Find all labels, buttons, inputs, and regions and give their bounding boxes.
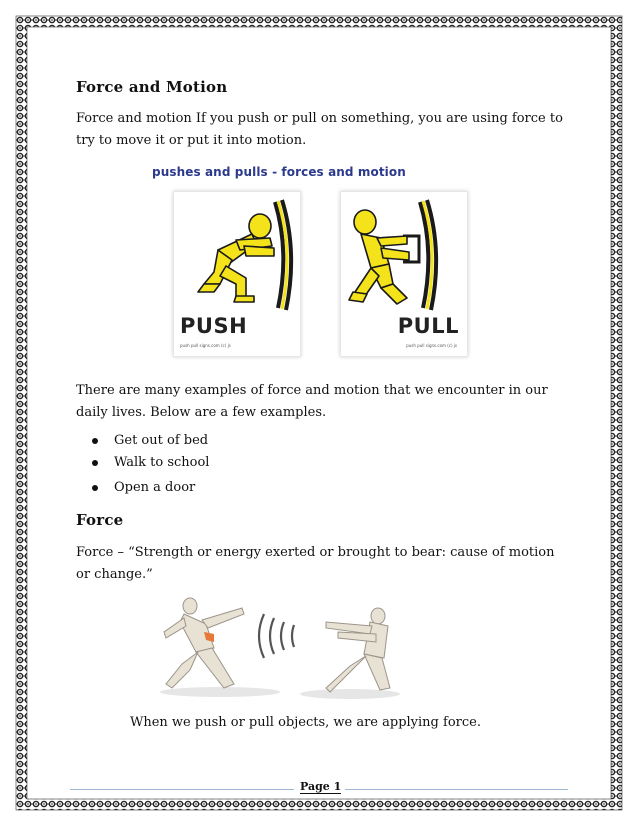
list-item	[90, 430, 209, 452]
list-item-text: Get out of bed	[114, 433, 209, 448]
push-label: PUSH	[180, 314, 248, 338]
push-figure-icon	[174, 192, 300, 312]
force-definition-paragraph: Force – “Strength or energy exerted or brought to bear: cause of motion or change.”	[76, 545, 555, 582]
bullet-icon	[92, 438, 98, 444]
pull-credit: push pull signs.com (c) js	[406, 343, 457, 348]
bullet-icon	[92, 460, 98, 466]
figure-title: pushes and pulls - forces and motion	[152, 165, 406, 179]
force-illustration	[150, 592, 410, 702]
page-number: Page 1	[300, 780, 342, 793]
intro-paragraph: Force and motion If you push or pull on something, you are using force to try to move it or put it into motion.	[76, 111, 563, 148]
list-item	[90, 477, 209, 499]
footer-rule-right	[345, 789, 568, 790]
list-item-text: Walk to school	[114, 455, 210, 470]
section-heading-force: Force	[76, 511, 124, 529]
pull-label: PULL	[397, 314, 459, 338]
pull-figure-icon	[341, 192, 467, 312]
bullet-icon	[92, 485, 98, 491]
examples-paragraph: There are many examples of force and motion that we encounter in our daily lives. Below are a few examples.	[76, 383, 548, 420]
list-item	[90, 452, 209, 474]
list-item-text: Open a door	[114, 480, 196, 495]
push-sign-card	[173, 191, 301, 357]
figure-caption: When we push or pull objects, we are applying force.	[130, 715, 481, 730]
section-heading-force-and-motion: Force and Motion	[76, 78, 228, 96]
examples-list	[90, 430, 209, 499]
footer-rule-left	[70, 789, 294, 790]
pull-sign-card	[340, 191, 468, 357]
push-credit: push pull signs.com (c) js	[180, 343, 231, 348]
